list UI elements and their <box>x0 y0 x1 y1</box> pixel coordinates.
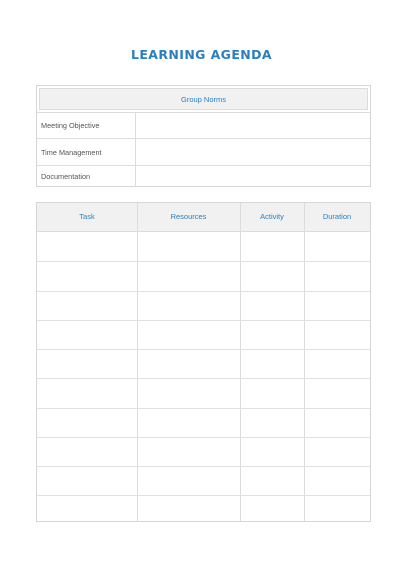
task-table-header <box>37 203 370 232</box>
row-divider <box>37 291 370 292</box>
row-divider <box>37 437 370 438</box>
group-norms-header: Group Norms <box>39 88 368 110</box>
page-title: LEARNING AGENDA <box>131 47 272 62</box>
column-divider <box>240 203 241 521</box>
norms-row-documentation <box>37 165 370 186</box>
norms-row-label: Meeting Objective <box>41 121 100 130</box>
norms-row-value[interactable] <box>135 113 370 138</box>
norms-row-value[interactable] <box>135 139 370 165</box>
task-table <box>36 202 371 522</box>
row-divider <box>37 349 370 350</box>
row-divider <box>37 261 370 262</box>
norms-row-label: Documentation <box>41 171 91 181</box>
norms-row-value[interactable] <box>135 166 370 186</box>
column-header-task: Task <box>79 212 95 221</box>
row-divider <box>37 320 370 321</box>
norms-row-time-management <box>37 138 370 165</box>
row-divider <box>37 378 370 379</box>
norms-row-meeting-objective <box>37 112 370 138</box>
norms-row-label: Time Management <box>41 147 102 157</box>
row-divider <box>37 466 370 467</box>
column-header-resources: Resources <box>170 212 207 221</box>
row-divider <box>37 495 370 496</box>
column-divider <box>137 203 138 521</box>
group-norms-table <box>36 85 371 187</box>
column-divider <box>304 203 305 521</box>
column-header-duration: Duration <box>322 212 352 221</box>
row-divider <box>37 408 370 409</box>
column-header-activity: Activity <box>260 212 284 221</box>
